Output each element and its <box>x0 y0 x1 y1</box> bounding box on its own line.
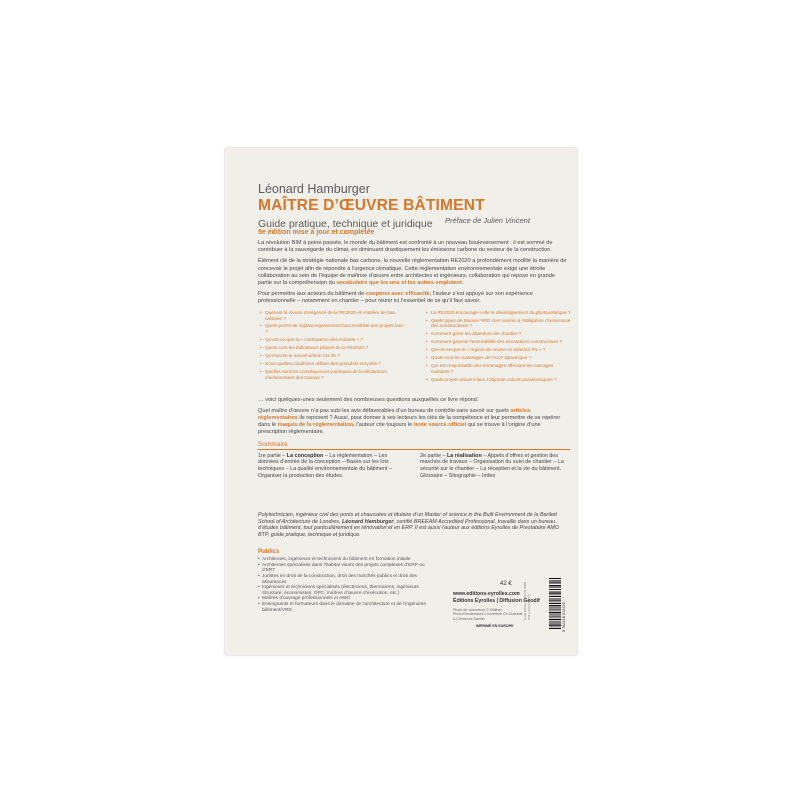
barcode-number: 9 782416 012419 <box>562 602 566 632</box>
sommaire-heading: Sommaire <box>258 440 288 448</box>
questions-left-column <box>260 310 405 383</box>
question-item: • Quels types de travaux VRD sont soumis à l’obligation d’assurance des constructeurs ? <box>426 318 571 330</box>
questions-right-column <box>426 310 571 385</box>
regulation-highlight-1: articles réglementaires <box>258 407 531 422</box>
sommaire-divider <box>258 449 570 450</box>
publics-item: • Enseignants et formateurs dans le domaine de l’architecture et de l’ingénierie bâtiment/VRD <box>258 602 437 613</box>
question-item: • Quels sont les indicateurs phares de la RE2020 ? <box>260 345 405 351</box>
intro-paragraph-2 <box>258 258 570 287</box>
bio-text-b: , certifié BREEAM Accredited Professional, travaille dans un bureau d’études bâtiment, tout particulièrement en rénovation et en ERP. Il est aussi l’auteur aux éditions Eyrolles de Prestataire AMO BTP, guide pratique, technique et juridique. <box>258 518 560 539</box>
question-item: • Comment gérer les abandons de chantier ? <box>426 331 571 337</box>
publics-item: • Architectes spécialisés dans l’habitat visant des projets complexes d’ERP ou d’ERT <box>258 563 437 574</box>
question-item: • Qui est responsable des dommages affectant les ouvrages existants ? <box>426 363 571 375</box>
question-item: • Sous quelles conditions utiliser des granulats recyclés ? <box>260 361 405 367</box>
part-2-extra: Glossaire – Sitographie – Index <box>420 473 496 480</box>
question-item: • Qu’impose le nouvel article CH 35 ? <box>260 353 405 359</box>
barcode-icon <box>549 578 561 630</box>
part-2-title: La réalisation <box>446 452 482 459</box>
question-item: • Quel est le niveau d’exigence de la RE2020 en matière de bas-carbone ? <box>260 310 405 322</box>
publisher-name: Éditions Eyrolles | Diffusion Geodif <box>453 598 540 604</box>
questions-block <box>258 310 570 394</box>
question-item: • Quels projets doivent faire l’objet de calculs parasismiques ? <box>426 377 571 383</box>
question-item: • Qu’est-ce que le « régime de neutre en schéma TN » ? <box>426 347 571 353</box>
intro-paragraph-1: La révolution BIM à peine passée, le monde du bâtiment est confronté à un nouveau bouleversement : il est sommé de contribuer à la sauvegarde du climat, en diminuant drastiquement les émissions carbone du secteur de la construction. <box>258 240 553 254</box>
publisher-website: www.editions-eyrolles.com <box>453 591 520 597</box>
intro-paragraph-3-a: Pour permettre aux acteurs du bâtiment de <box>258 291 365 298</box>
intro-paragraph-2-highlight: vocabulaire que les uns et les autres emploient. <box>336 280 464 287</box>
publics-item: • Juristes en droit de la construction, droit des marchés publics et droit des assurances <box>258 574 437 585</box>
printed-in-europe-label: IMPRIMÉ EN EUROPE <box>476 624 514 628</box>
author-name: Léonard Hamburger <box>258 182 370 196</box>
photo-credit: Photo de couverture © Rüffner Photo/Shutterstock Couverture Ch.Guérinet & Clémence Daniler <box>453 608 523 621</box>
edition-note: 9e édition mise à jour et complétée <box>258 229 375 236</box>
sommaire-part-2 <box>420 453 572 480</box>
bio-text-a: Polytechnicien, ingénieur civil des ponts et chaussées et titulaire d’un Master of science in the Built Environment de la Bartlett School of Architecture de Londres, <box>258 511 558 525</box>
publics-item: • Ingénieurs et techniciens spécialisés (électriciens, thermiciens, ingénieurs Structure, économistes, OPC, maîtres d’œuvre d’exécution, etc.) <box>258 585 437 596</box>
subtitle-row <box>258 214 570 228</box>
question-item: • Quels points de vigilance garantiront l’accessibilité des projets bois ? <box>260 323 405 335</box>
intro-paragraph-2-text: Élément clé de la stratégie nationale bas carbone, la nouvelle réglementation RE2020 a profondément modifié la manière de concevoir le projet afin de répondre à l’urgence climatique. Cette réglementation environnementale exige une étroite collaboration au sein de l’équipe de maîtrise d’œuvre entre architectes et ingénieurs, collaboration qui repose en grande partie sur la compréhension du <box>258 258 567 287</box>
regulation-text-c: , l’auteur cite toujours le <box>353 422 413 429</box>
regulation-highlight-2: maquis de la réglementation <box>277 422 354 429</box>
part-1-text: – La réglementation – Les données d’entrée de la conception – Bases sur les lots techniques – La qualité environnementale du bâtiment – Organiser la production des études. <box>258 452 392 480</box>
question-item: • La RE2020 encourage-t-elle le développement du photovoltaïque ? <box>426 310 571 316</box>
after-questions-text: … voici quelques-unes seulement des nombreuses questions auxquelles ce livre répond. <box>258 396 479 403</box>
intro-paragraph-3 <box>258 291 570 305</box>
question-item: • Comment garantir l’assurabilité des innovations constructives ? <box>426 339 571 345</box>
regulation-text-d: qui se trouve à l’origine d’une prescription réglementaire. <box>258 422 541 436</box>
sommaire-block <box>258 453 570 499</box>
preface-credit: Préface de Julien Vincent <box>445 216 530 225</box>
publics-item: • Architectes, ingénieurs et techniciens du bâtiment en formation initiale <box>258 557 437 563</box>
question-item: • Quelles sont les conséquences juridiques de la déclaration d’achèvement des travaux ? <box>260 369 405 381</box>
regulation-paragraph <box>258 408 570 437</box>
regulation-text-a: Quel maître d’œuvre n’a pas subi les avis défavorables d’un bureau de contrôle sans savoir sur quels <box>258 407 509 414</box>
author-bio <box>258 512 570 540</box>
publisher-code: Code éditeur : G01241 ISBN : 978-2-416-01241-9 <box>523 580 531 620</box>
isbn-barcode <box>540 578 570 638</box>
book-title: MAÎTRE D’ŒUVRE BÂTIMENT <box>258 197 485 214</box>
publics-heading: Publics <box>258 549 280 556</box>
regulation-text-b: ils reposent ? Aussi, pour donner à ses lecteurs les clés de la compétence et leur permettre de se repérer dans le <box>258 415 561 429</box>
publics-item: • Maîtres d’ouvrage professionnels et AMO <box>258 596 437 602</box>
intro-paragraph-3-b: , l’auteur s’est appuyé sur son expérience professionnelle – notamment en chantier – pour réunir ici l’essentiel de ce qu’il faut savoir. <box>258 291 533 305</box>
sommaire-part-1 <box>258 453 408 480</box>
price-label: 42 € <box>500 581 512 587</box>
bio-author-name: Léonard Hamburger <box>342 518 394 525</box>
part-2-text: – Appels d’offres et gestion des marchés de travaux – Organisation du suivi de chantier – La sécurité sur le chantier – La réception et la vie du bâtiment. <box>420 452 564 473</box>
question-item: • Qu’est-ce que la « controverse des Isolants » ? <box>260 337 405 343</box>
book-subtitle: Guide pratique, technique et juridique <box>258 218 433 230</box>
question-item: • Quels sont les avantages de l’ACV dynamique ? <box>426 355 571 361</box>
regulation-highlight-3: texte source officiel <box>413 422 467 429</box>
cover-content <box>258 182 570 613</box>
part-1-number: 1re partie – <box>258 452 286 459</box>
part-2-number: 2e partie – <box>420 452 446 459</box>
part-1-title: La conception <box>286 452 324 459</box>
intro-paragraph-3-highlight: coopérer avec efficacité <box>365 291 430 298</box>
